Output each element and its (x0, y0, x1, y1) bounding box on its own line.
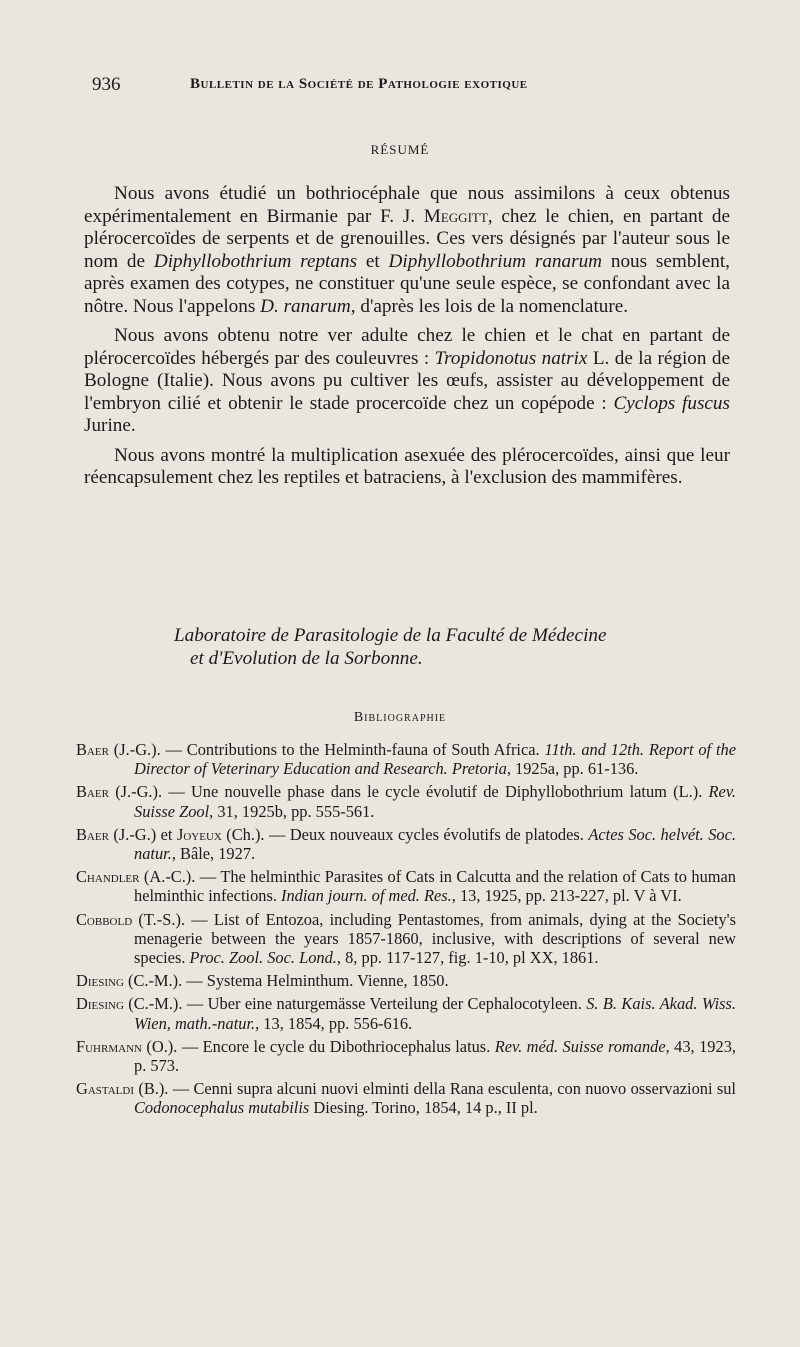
text: nous semblent, après examen des cotypes, ne constituer qu'une seule espèce, se confondant avec la nôtre. Nous l'appelons (84, 250, 730, 317)
resume-paragraph-3: Nous avons montré la multiplication asexuée des plérocercoïdes, ainsi que leur réencapsulement chez les reptiles et batraciens, à l'exclusion des mammifères. (84, 444, 730, 488)
ref-source: S. B. Kais. Akad. Wiss. Wien, math.-natur. (134, 994, 737, 1033)
page-number: 936 (92, 74, 121, 95)
reference (76, 910, 736, 968)
resume-body (84, 183, 730, 497)
reference (76, 782, 736, 820)
resume-paragraph-2 (84, 325, 730, 438)
resume-paragraph-1 (84, 183, 730, 318)
text: (O.). — Encore le cycle du Dibothriocephalus latus. (141, 1036, 495, 1056)
ref-source: Indian journ. of med. Res. (281, 886, 452, 906)
species-name: Diphyllobothrium ranarum (388, 250, 603, 272)
author-name: Meggitt (423, 205, 488, 227)
reference (76, 994, 736, 1032)
ref-author: Gastaldi (76, 1079, 135, 1099)
text: L. de la région de Bologne (Italie). Nous avons pu cultiver les œufs, assister au développement de l'embryon cilié et obtenir le stade procercoïde chez un copépode : (84, 347, 730, 414)
affiliation-line-1: Laboratoire de Parasitologie de la Faculté de Médecine (174, 625, 607, 646)
species-name: Diphyllobothrium reptans (153, 250, 358, 272)
text: Jurine. (84, 415, 136, 436)
text: (J.-G.). — Contributions to the Helminth-fauna of South Africa. (108, 740, 545, 759)
affiliation-line-2: et d'Evolution de la Sorbonne. (190, 648, 423, 669)
species-name: Cyclops fuscus (613, 392, 730, 414)
ref-author: Chandler (76, 867, 140, 887)
text: , 1925a, pp. 61-136. (506, 759, 639, 779)
text: , 13, 1854, pp. 556-616. (255, 1013, 413, 1033)
ref-author: Baer (76, 782, 109, 802)
text: , d'après les lois de la nomenclature. (350, 295, 629, 317)
running-header (92, 74, 652, 100)
ref-source: Proc. Zool. Soc. Lond. (189, 948, 337, 968)
journal-title: Bulletin de la Société de Pathologie exotique (190, 76, 528, 92)
text: Diesing. Torino, 1854, 14 p., II pl. (309, 1098, 538, 1118)
text: (C.-M.). — Systema Helminthum. Vienne, 1850. (123, 971, 449, 991)
resume-heading: RÉSUMÉ (370, 142, 430, 157)
text: (J.-G.). — Une nouvelle phase dans le cycle évolutif de Diphyllobothrium latum (L.). (108, 782, 709, 802)
text: , 8, pp. 117-127, fig. 1-10, pl XX, 1861. (336, 948, 599, 968)
ref-source: 11th. and 12th. Report of the Director of Veterinary Education and Research. Pretoria (134, 740, 736, 779)
reference (76, 1079, 736, 1117)
text: , chez le chien, en partant de plérocercoïdes de serpents et de grenouilles. Ces vers désignés par l'auteur sous le nom de (84, 205, 730, 272)
ref-author: Diesing (76, 971, 124, 991)
ref-source: Actes Soc. helvét. Soc. natur. (134, 824, 736, 864)
bibliography-heading: Bibliographie (353, 710, 447, 725)
text: (T.-S.). — List of Entozoa, including Pentastomes, from animals, dying at the Society's menagerie between the years 1857-1860, inclusive, with descriptions of several new species. (132, 909, 736, 968)
text: (C.-M.). — Uber eine naturgemässe Verteilung der Cephalocotyleen. (123, 994, 587, 1014)
text: (Ch.). — Deux nouveaux cycles évolutifs de platodes. (221, 824, 589, 844)
text: , Bâle, 1927. (171, 844, 256, 864)
text: (A.-C.). — The helminthic Parasites of Cats in Calcutta and the relation of Cats to human helminthic infections. (134, 867, 736, 906)
text: Nous avons étudié un bothriocéphale que nous assimilons à ceux obtenus expérimentalement en Birmanie par F. J. (84, 183, 730, 227)
reference (76, 740, 736, 778)
text: (B.). — Cenni supra alcuni nuovi elminti della Rana esculenta, con nuovo osservazioni sul (134, 1079, 736, 1099)
text: , 31, 1925b, pp. 555-561. (209, 801, 375, 821)
ref-source: Rev. Suisse Zool (134, 782, 736, 821)
ref-author: Fuhrmann (76, 1036, 142, 1056)
text: Nous avons obtenu notre ver adulte chez le chien et le chat en partant de plérocercoïdes hébergés par des couleuvres : (84, 325, 730, 369)
ref-author: Baer (76, 740, 109, 759)
ref-author: Joyeux (176, 824, 222, 844)
reference (76, 1037, 736, 1075)
bibliography-list (76, 740, 736, 1122)
affiliation (84, 624, 730, 670)
text: , 43, 1923, p. 573. (134, 1036, 736, 1076)
ref-source: Rev. méd. Suisse romande (494, 1036, 666, 1056)
reference (76, 867, 736, 905)
ref-author: Baer (76, 824, 109, 844)
ref-author: Diesing (76, 994, 124, 1014)
ref-source: Codonocephalus mutabilis (134, 1098, 310, 1118)
species-name: D. ranarum (260, 295, 351, 317)
text: et (357, 250, 389, 272)
reference (76, 971, 736, 990)
reference (76, 825, 736, 863)
ref-author: Cobbold (76, 909, 133, 929)
species-name: Tropidonotus natrix (434, 347, 588, 369)
text: (J.-G.) et (108, 824, 177, 844)
text: , 13, 1925, pp. 213-227, pl. V à VI. (451, 886, 682, 906)
